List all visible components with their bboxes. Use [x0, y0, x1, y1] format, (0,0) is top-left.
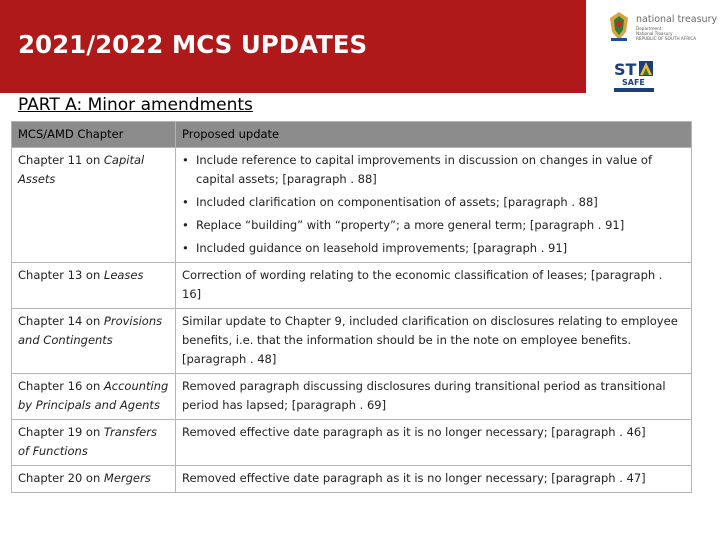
update-cell: Correction of wording relating to the economic classification of leases; [paragraph . 16] [176, 263, 692, 309]
safe-logo-icon [612, 58, 658, 94]
list-item: • Included clarification on componentisation of assets; [paragraph . 88] [182, 195, 598, 209]
update-cell: Removed effective date paragraph as it is no longer necessary; [paragraph . 46] [176, 420, 692, 466]
chapter-prefix: Chapter 11 on [18, 153, 104, 167]
list-item: • Included guidance on leasehold improvements; [paragraph . 91] [182, 241, 568, 255]
amendments-table [11, 121, 692, 493]
chapter-topic: Accounting by Principals and Agents [18, 379, 169, 412]
table-header-row [12, 122, 692, 148]
chapter-topic: Capital Assets [18, 153, 145, 186]
chapter-prefix: Chapter 19 on [18, 425, 104, 439]
table-row [12, 420, 692, 466]
chapter-cell [12, 374, 176, 420]
update-cell: Removed paragraph discussing disclosures during transitional period as transitional period has lapsed; [paragraph . 69] [176, 374, 692, 420]
chapter-topic: Leases [103, 268, 144, 282]
table-row [12, 466, 692, 493]
header-chapter: MCS/AMD Chapter [12, 122, 176, 148]
list-item: • Include reference to capital improvements in discussion on changes in value of capital assets; [paragraph . 88] [182, 153, 653, 186]
title-banner [0, 0, 586, 93]
national-treasury-subtext [636, 27, 716, 41]
bullet-text: Replace “building” with “property”; a more general term; [paragraph . 91] [196, 218, 625, 232]
list-item: • Replace “building” with “property”; a more general term; [paragraph . 91] [182, 218, 625, 232]
slide-title: 2021/2022 MCS UPDATES [18, 30, 368, 59]
table-row [12, 263, 692, 309]
table-row [12, 374, 692, 420]
bullet-text: Include reference to capital improvements in discussion on changes in value of capital assets; [paragraph . 88] [196, 153, 653, 186]
chapter-topic: Provisions and Contingents [18, 314, 163, 347]
table-row [12, 148, 692, 263]
national-treasury-name: national treasury [636, 14, 718, 25]
chapter-cell [12, 309, 176, 374]
nt-line-1: Department: [636, 26, 663, 31]
bullet-text: Included guidance on leasehold improvements; [paragraph . 91] [196, 241, 568, 255]
chapter-prefix: Chapter 20 on [18, 471, 104, 485]
chapter-prefix: Chapter 13 on [18, 268, 104, 282]
nt-line-3: REPUBLIC OF SOUTH AFRICA [636, 35, 697, 41]
update-bullet-list [182, 151, 685, 258]
coat-of-arms-icon [606, 10, 632, 44]
chapter-prefix: Chapter 14 on [18, 314, 104, 328]
update-cell [176, 148, 692, 263]
header-update: Proposed update [176, 122, 692, 148]
svg-text:ST: ST [614, 60, 637, 79]
chapter-cell [12, 263, 176, 309]
chapter-topic: Mergers [103, 471, 151, 485]
section-heading: PART A: Minor amendments [18, 95, 253, 115]
logo-area [600, 0, 720, 95]
update-cell: Similar update to Chapter 9, included clarification on disclosures relating to employee benefits, i.e. that the information should be in the note on employee benefits. [paragraph . 48] [176, 309, 692, 374]
chapter-cell [12, 466, 176, 493]
chapter-cell [12, 148, 176, 263]
chapter-cell [12, 420, 176, 466]
table-row [12, 309, 692, 374]
svg-text:SAFE: SAFE [622, 78, 645, 87]
chapter-prefix: Chapter 16 on [18, 379, 104, 393]
chapter-topic: Transfers of Functions [18, 425, 157, 458]
bullet-text: Included clarification on componentisation of assets; [paragraph . 88] [196, 195, 598, 209]
update-cell: Removed effective date paragraph as it is no longer necessary; [paragraph . 47] [176, 466, 692, 493]
nt-line-2: National Treasury [636, 30, 673, 36]
